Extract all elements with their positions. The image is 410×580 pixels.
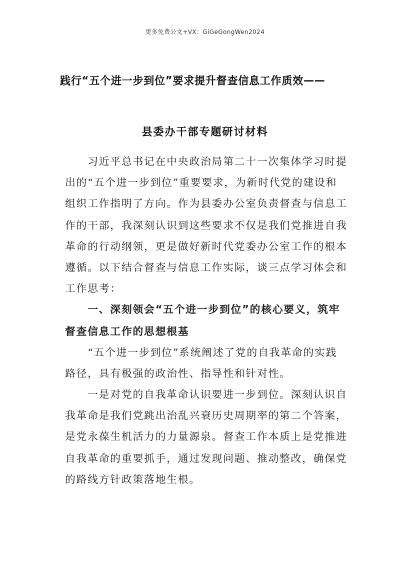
- section-heading: 一、深刻领会“五个进一步到位”的核心要义，筑牢: [65, 304, 341, 317]
- document-body: [65, 152, 347, 491]
- body-line: 组织工作指明了方向。作为县委办公室负责督查与信息工: [65, 198, 348, 211]
- document-title: 践行“五个进一步到位”要求提升督查信息工作质效——: [60, 75, 326, 87]
- body-line: “五个进一步到位”系统阐述了党的自我革命的实践: [65, 346, 338, 359]
- header-note: 更多免费公文+VX：GiGeGongWen2024: [145, 29, 265, 36]
- body-line: 是党永葆生机活力的力量源泉。督查工作本质上是党推进: [65, 431, 348, 444]
- body-line: 自我革命的重要抓手，通过发现问题、推动整改，确保党: [65, 452, 348, 465]
- body-line: 的路线方针政策落地生根。: [65, 473, 201, 486]
- body-line: 一是对党的自我革命认识要进一步到位。深刻认识自: [65, 389, 348, 402]
- body-line: 我革命是我们党跳出治乱兴衰历史周期率的第二个答案，: [65, 410, 348, 423]
- document-subtitle: 县委办干部专题研讨材料: [141, 126, 269, 138]
- body-line: 出的“五个进一步到位”重要要求，为新时代党的建设和: [65, 177, 338, 190]
- body-line: 路径，具有极强的政治性、指导性和针对性。: [65, 367, 291, 380]
- body-line: 作的干部，我深刻认识到这些要求不仅是我们党推进自我: [65, 219, 348, 232]
- section-heading: 督查信息工作的思想根基: [65, 325, 190, 338]
- body-line: 工作思考：: [65, 283, 122, 296]
- body-line: 革命的行动纲领，更是做好新时代党委办公室工作的根本: [65, 240, 348, 253]
- body-line: 遵循。以下结合督查与信息工作实际，谈三点学习体会和: [65, 261, 348, 274]
- body-line: 习近平总书记在中央政治局第二十一次集体学习时提: [65, 156, 348, 168]
